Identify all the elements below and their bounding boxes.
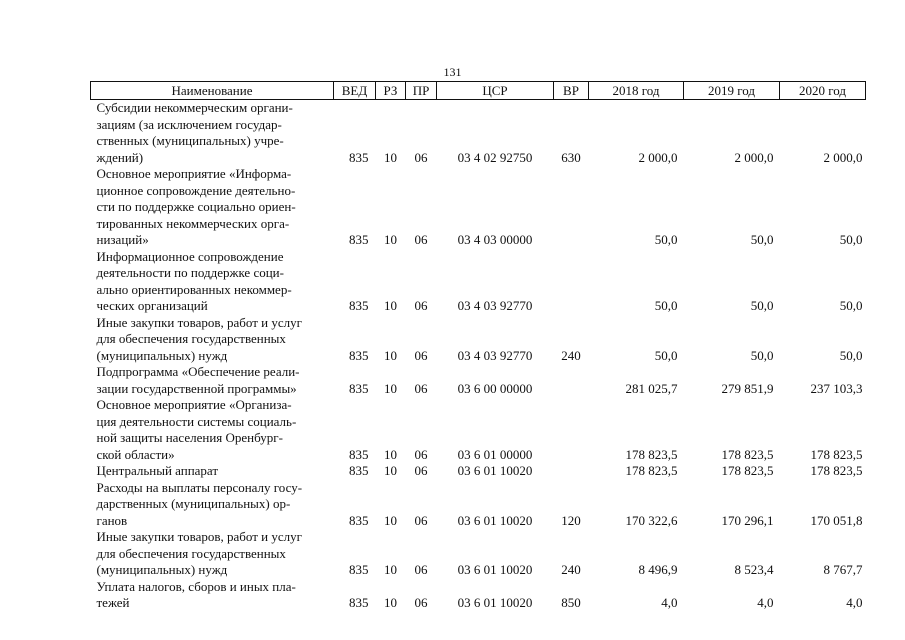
row-name-line: (муниципальных) нужд	[96, 562, 228, 577]
row-name	[91, 397, 334, 463]
row-name-line: тированных некоммерческих орга-	[96, 215, 290, 231]
row-name-line: ждений)	[96, 149, 144, 165]
cell-y2019: 2 000,0	[734, 149, 774, 165]
cell-vr: 120	[561, 512, 581, 528]
cell-ved: 835	[349, 446, 369, 462]
row-name	[91, 463, 334, 480]
cell-y2019: 50,0	[750, 298, 774, 313]
cell-ved: 835	[349, 149, 369, 165]
row-name-line: ционное сопровождение деятельно-	[96, 182, 296, 198]
header-pr: ПР	[406, 82, 437, 100]
budget-table	[90, 81, 866, 612]
cell-vr	[554, 397, 589, 463]
cell-csr: 03 6 01 10020	[457, 595, 533, 610]
cell-pr: 06	[414, 595, 428, 610]
cell-ved: 835	[349, 595, 369, 610]
table-row	[91, 364, 866, 397]
cell-vr	[554, 249, 589, 315]
table-row	[91, 529, 866, 579]
cell-y2020: 178 823,5	[810, 463, 863, 478]
cell-csr: 03 4 03 92770	[457, 298, 533, 313]
row-name-line: тежей	[96, 595, 130, 610]
cell-csr: 03 4 02 92750	[457, 149, 533, 165]
cell-y2019: 8 523,4	[734, 562, 774, 577]
cell-y2018: 2 000,0	[638, 149, 678, 165]
row-name-line: деятельности по поддержке соци-	[96, 265, 284, 280]
header-name: Наименование	[91, 82, 334, 100]
cell-rz: 10	[384, 595, 397, 610]
header-year-2019: 2019 год	[684, 82, 780, 100]
cell-ved: 835	[349, 380, 369, 396]
row-name-line: низаций»	[96, 232, 149, 247]
cell-y2018: 50,0	[654, 232, 678, 247]
cell-y2019: 170 296,1	[721, 512, 774, 528]
cell-rz: 10	[384, 232, 397, 247]
row-name-line: зации государственной программы»	[96, 380, 297, 396]
cell-pr: 06	[414, 149, 428, 165]
cell-rz: 10	[384, 380, 397, 396]
cell-y2018: 178 823,5	[625, 463, 678, 478]
row-name-line: Иные закупки товаров, работ и услуг	[96, 529, 302, 544]
cell-rz: 10	[384, 562, 397, 577]
row-name	[91, 100, 334, 167]
cell-vr: 630	[561, 149, 581, 165]
cell-y2020: 170 051,8	[810, 512, 863, 528]
cell-y2019: 178 823,5	[721, 446, 774, 462]
cell-pr: 06	[414, 232, 428, 247]
cell-y2018: 8 496,9	[638, 562, 678, 577]
table-row	[91, 249, 866, 315]
row-name	[91, 166, 334, 249]
cell-y2019: 279 851,9	[721, 380, 774, 396]
cell-csr: 03 6 00 00000	[457, 380, 533, 396]
row-name-line: ческих организаций	[96, 298, 208, 313]
cell-pr: 06	[414, 463, 428, 478]
row-name-line: ственных (муниципальных) учре-	[96, 133, 284, 148]
cell-ved: 835	[349, 463, 369, 478]
row-name-line: ной защиты населения Оренбург-	[96, 430, 283, 445]
row-name	[91, 480, 334, 530]
row-name-line: ция деятельности системы социаль-	[96, 413, 297, 429]
table-body	[91, 100, 866, 612]
header-csr: ЦСР	[437, 82, 554, 100]
cell-y2018: 281 025,7	[625, 380, 678, 396]
cell-y2020: 4,0	[846, 595, 863, 610]
cell-y2018: 50,0	[654, 298, 678, 313]
table-row	[91, 100, 866, 167]
row-name-line: для обеспечения государственных	[96, 331, 286, 346]
row-name-line: Субсидии некоммерческим органи-	[96, 100, 293, 115]
row-name-line: зациям (за исключением государ-	[96, 116, 282, 132]
row-name-line: Информационное сопровождение	[96, 248, 284, 264]
row-name-line: ально ориентированных некоммер-	[96, 281, 292, 297]
row-name-line: Расходы на выплаты персоналу госу-	[96, 479, 303, 495]
header-vr: ВР	[554, 82, 589, 100]
cell-rz: 10	[384, 446, 397, 462]
cell-y2019: 4,0	[757, 595, 774, 610]
row-name	[91, 364, 334, 397]
row-name-line: Основное мероприятие «Информа-	[96, 166, 292, 181]
cell-y2019: 50,0	[750, 232, 774, 247]
cell-y2019: 178 823,5	[721, 463, 774, 478]
cell-csr: 03 4 03 00000	[457, 232, 533, 247]
row-name	[91, 315, 334, 365]
cell-y2020: 178 823,5	[810, 446, 863, 462]
cell-pr: 06	[414, 446, 428, 462]
cell-ved: 835	[349, 512, 369, 528]
cell-csr: 03 6 01 10020	[457, 512, 533, 528]
cell-csr: 03 4 03 92770	[457, 347, 533, 363]
cell-y2018: 178 823,5	[625, 446, 678, 462]
cell-pr: 06	[414, 298, 428, 313]
cell-y2019: 50,0	[750, 347, 774, 363]
table-row	[91, 397, 866, 463]
row-name	[91, 579, 334, 612]
cell-pr: 06	[414, 380, 428, 396]
cell-vr: 850	[561, 595, 581, 610]
table-row	[91, 480, 866, 530]
row-name	[91, 249, 334, 315]
table-row	[91, 463, 866, 480]
table-row	[91, 166, 866, 249]
header-rz: РЗ	[376, 82, 406, 100]
row-name	[91, 529, 334, 579]
cell-ved: 835	[349, 562, 369, 577]
header-year-2020: 2020 год	[780, 82, 866, 100]
header-year-2018: 2018 год	[589, 82, 684, 100]
cell-vr: 240	[561, 347, 581, 363]
table-row	[91, 579, 866, 612]
row-name-line: ганов	[96, 512, 128, 528]
cell-y2020: 2 000,0	[823, 149, 863, 165]
row-name-line: (муниципальных) нужд	[96, 347, 228, 363]
cell-rz: 10	[384, 298, 397, 313]
cell-y2020: 50,0	[839, 347, 863, 363]
cell-rz: 10	[384, 149, 397, 165]
cell-vr: 240	[561, 562, 581, 577]
page-number: 131	[443, 65, 462, 79]
table-header-row	[91, 82, 866, 100]
cell-rz: 10	[384, 463, 397, 478]
row-name-line: дарственных (муниципальных) ор-	[96, 496, 291, 511]
cell-y2020: 8 767,7	[823, 562, 863, 577]
cell-pr: 06	[414, 512, 428, 528]
header-ved: ВЕД	[334, 82, 376, 100]
cell-ved: 835	[349, 232, 369, 247]
row-name-line: ской области»	[96, 446, 175, 462]
cell-y2020: 50,0	[839, 298, 863, 313]
row-name-line: Уплата налогов, сборов и иных пла-	[96, 578, 296, 594]
cell-ved: 835	[349, 347, 369, 363]
table-row	[91, 315, 866, 365]
cell-rz: 10	[384, 512, 397, 528]
row-name-line: Основное мероприятие «Организа-	[96, 397, 292, 412]
cell-rz: 10	[384, 347, 397, 363]
row-name-line: сти по поддержке социально ориен-	[96, 199, 296, 214]
row-name-line: Подпрограмма «Обеспечение реали-	[96, 364, 300, 379]
cell-pr: 06	[414, 347, 428, 363]
cell-y2020: 237 103,3	[810, 380, 863, 396]
row-name-line: Центральный аппарат	[96, 463, 219, 478]
cell-csr: 03 6 01 00000	[457, 446, 533, 462]
cell-y2018: 50,0	[654, 347, 678, 363]
cell-vr	[554, 166, 589, 249]
row-name-line: Иные закупки товаров, работ и услуг	[96, 314, 302, 330]
cell-y2018: 170 322,6	[625, 512, 678, 528]
cell-pr: 06	[414, 562, 428, 577]
cell-csr: 03 6 01 10020	[457, 562, 533, 577]
cell-vr	[554, 463, 589, 480]
cell-ved: 835	[349, 298, 369, 313]
cell-csr: 03 6 01 10020	[457, 463, 533, 478]
cell-y2018: 4,0	[661, 595, 678, 610]
cell-vr	[554, 364, 589, 397]
row-name-line: для обеспечения государственных	[96, 545, 286, 561]
cell-y2020: 50,0	[839, 232, 863, 247]
